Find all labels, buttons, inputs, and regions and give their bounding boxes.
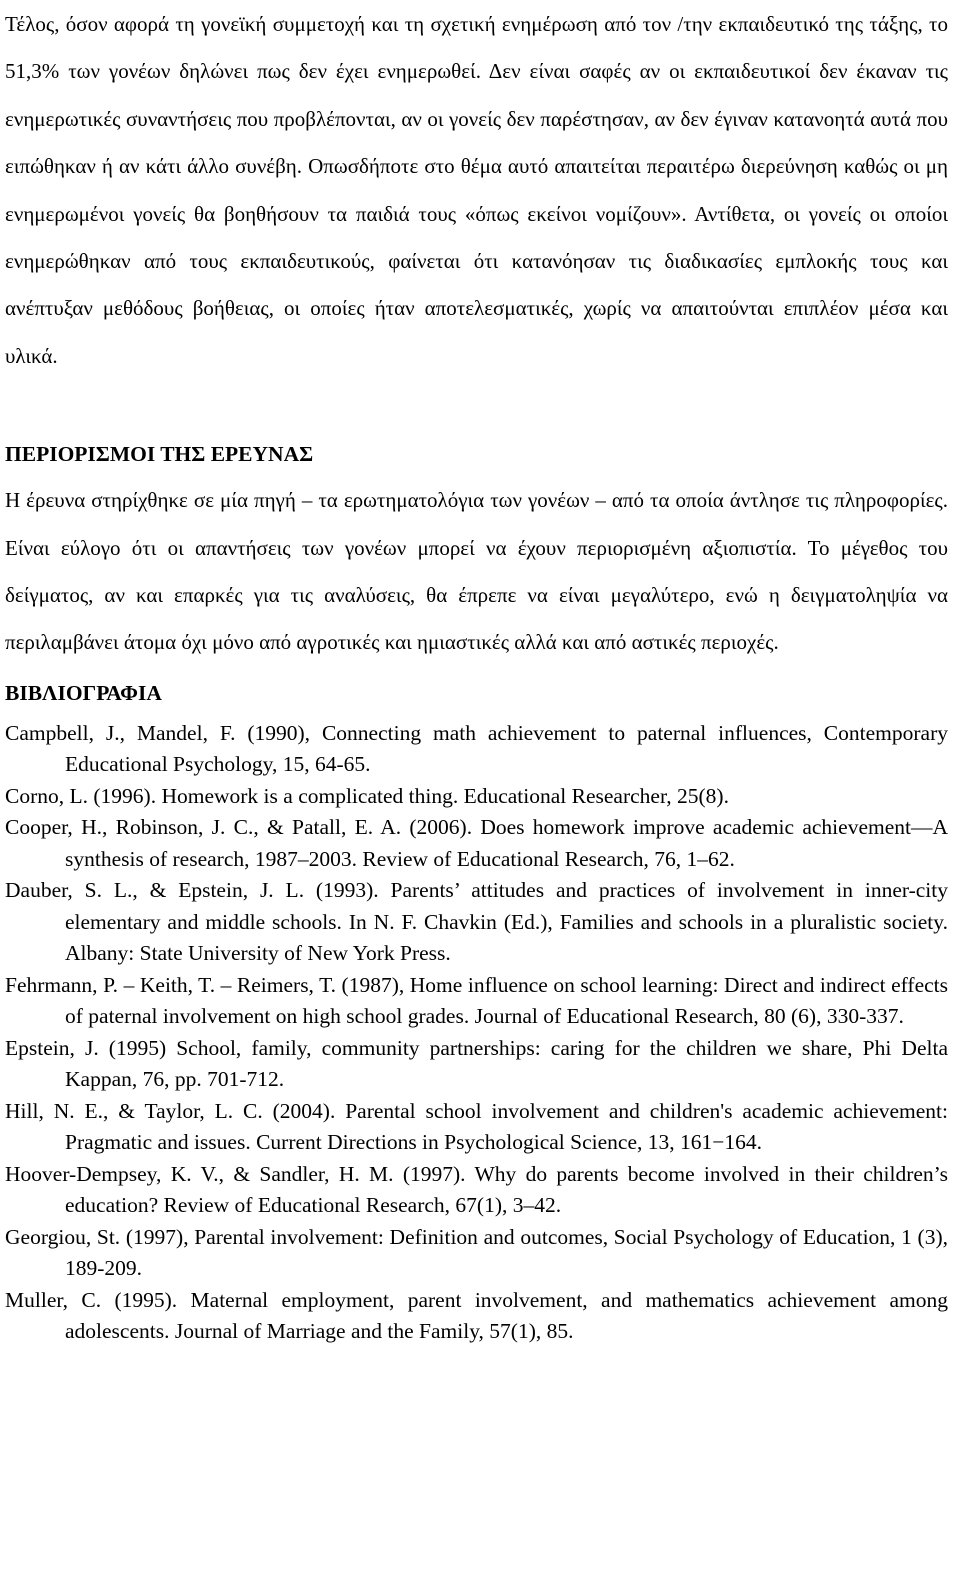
reference-georgiou-1997: Georgiou, St. (1997), Parental involvement: Definition and outcomes, Social Psychology of Education, 1 (3), 189-209. <box>5 1224 948 1281</box>
reference-hill-2004: Hill, N. E., & Taylor, L. C. (2004). Parental school involvement and children's academic achievement: Pragmatic and issues. Current Directions in Psychological Science, 13, 161−164. <box>5 1098 948 1155</box>
heading-bibliography: ΒΙΒΛΙΟΓΡΑΦΙΑ <box>5 680 162 705</box>
paragraph-research-limitations: Η έρευνα στηρίχθηκε σε μία πηγή – τα ερωτηματολόγια των γονέων – από τα οποία άντλησε τις πληροφορίες. Είναι εύλογο ότι οι απαντήσεις των γονέων μπορεί να έχουν περιορισμένη αξιοπιστία. Το μέγεθος του δείγματος, αν και επαρκές για τις αναλύσεις, θα έπρεπε να είναι μεγαλύτερο, ενώ η δειγματοληψία να περιλαμβάνει άτομα όχι μόνο από αγροτικές και ημιαστικές αλλά και από αστικές περιοχές. <box>5 488 948 655</box>
reference-epstein-1995: Epstein, J. (1995) School, family, community partnerships: caring for the children we share, Phi Delta Kappan, 76, pp. 701-712. <box>5 1035 948 1092</box>
reference-dauber-1993: Dauber, S. L., & Epstein, J. L. (1993). Parents’ attitudes and practices of involvement in inner-city elementary and middle schools. In N. F. Chavkin (Ed.), Families and schools in a pluralistic society. Albany: State University of New York Press. <box>5 878 948 966</box>
reference-cooper-2006: Cooper, H., Robinson, J. C., & Patall, E. A. (2006). Does homework improve academic achievement—A synthesis of research, 1987–2003. Review of Educational Research, 76, 1–62. <box>5 815 948 871</box>
reference-list <box>5 718 948 1348</box>
document-page <box>5 0 948 1348</box>
reference-campbell-1990: Campbell, J., Mandel, F. (1990), Connecting math achievement to paternal influences, Contemporary Educational Psychology, 15, 64-65. <box>5 720 948 777</box>
heading-research-limitations: ΠΕΡΙΟΡΙΣΜΟΙ ΤΗΣ ΕΡΕΥΝΑΣ <box>5 442 314 467</box>
reference-muller-1995: Muller, C. (1995). Maternal employment, parent involvement, and mathematics achievement among adolescents. Journal of Marriage and the Family, 57(1), 85. <box>5 1287 948 1344</box>
reference-corno-1996: Corno, L. (1996). Homework is a complicated thing. Educational Researcher, 25(8). <box>5 783 729 808</box>
reference-fehrmann-1987: Fehrmann, P. – Keith, T. – Reimers, T. (1987), Home influence on school learning: Direct and indirect effects of paternal involvement on high school grades. Journal of Educational Research, 80 (6), 330-337. <box>5 972 948 1029</box>
paragraph-parent-participation: Τέλος, όσον αφορά τη γονεϊκή συμμετοχή και τη σχετική ενημέρωση από τον /την εκπαιδευτικό της τάξης, το 51,3% των γονέων δηλώνει πως δεν έχει ενημερωθεί. Δεν είναι σαφές αν οι εκπαιδευτικοί δεν έκαναν τις ενημερωτικές συναντήσεις που προβλέπονται, αν οι γονείς δεν παρέστησαν, αν δεν έγιναν κατανοητά αυτά που ειπώθηκαν ή αν κάτι άλλο συνέβη. Οπωσδήποτε στο θέμα αυτό απαιτείται περαιτέρω διερεύνηση καθώς οι μη ενημερωμένοι γονείς θα βοηθήσουν τα παιδιά τους «όπως εκείνοι νομίζουν». Αντίθετα, οι γονείς οι οποίοι ενημερώθηκαν από τους εκπαιδευτικούς, φαίνεται ότι κατανόησαν τις διαδικασίες εμπλοκής τους και ανέπτυξαν μεθόδους βοήθειας, οι οποίες ήταν αποτελεσματικές, χωρίς να απαιτούνται επιπλέον μέσα και υλικά. <box>5 12 948 368</box>
reference-hoover-dempsey-1997: Hoover-Dempsey, K. V., & Sandler, H. M. (1997). Why do parents become involved in their children’s education? Review of Educational Research, 67(1), 3–42. <box>5 1161 948 1218</box>
